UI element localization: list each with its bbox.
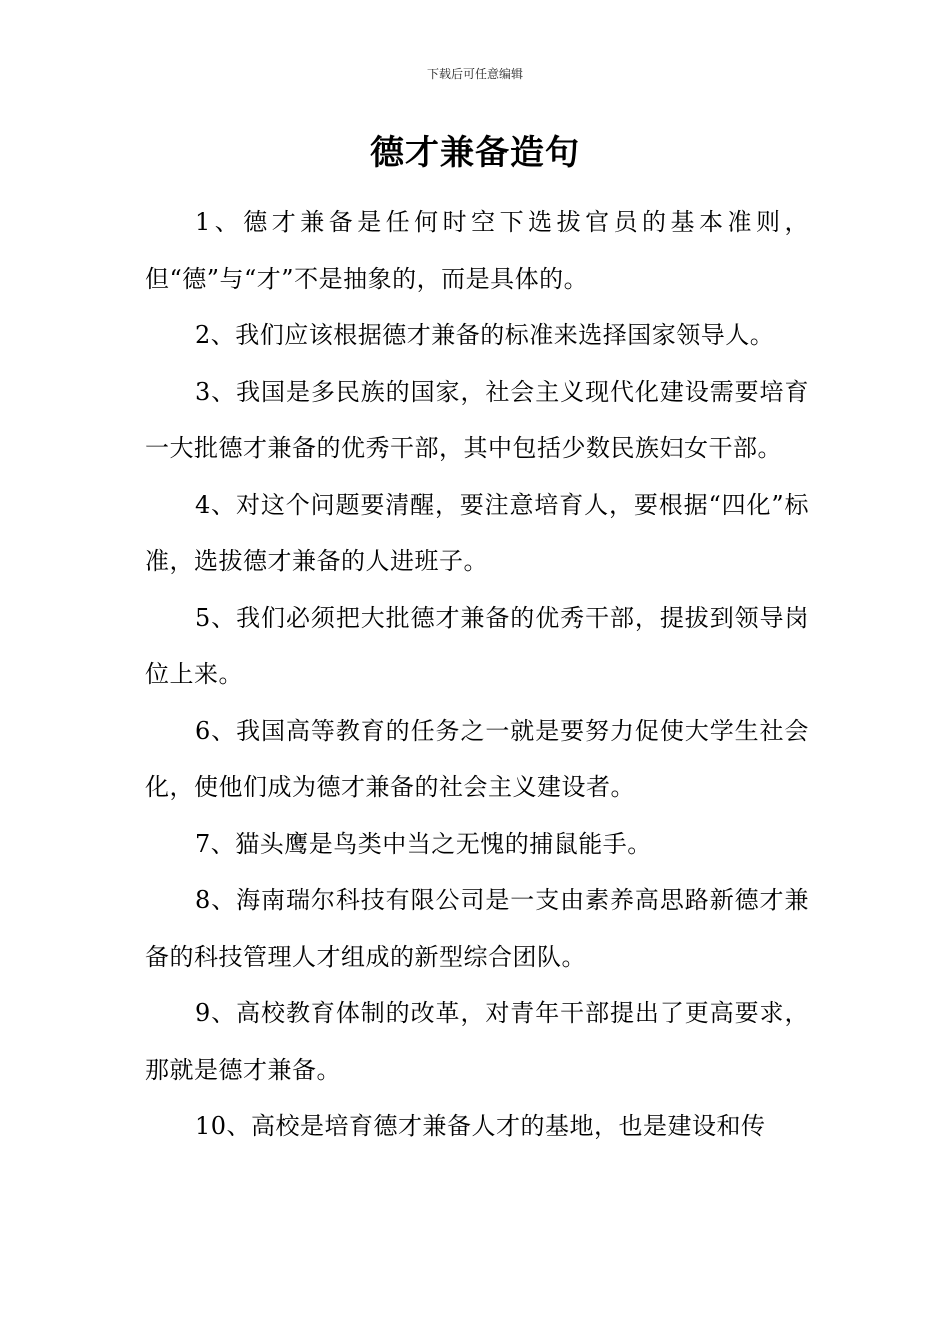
sentence-list: [145, 194, 809, 1155]
document-title: 德才兼备造句: [370, 133, 580, 173]
sentence-4: 4、对这个问题要清醒，要注意培育人，要根据“四化”标准，选拔德才兼备的人进班子。: [145, 490, 809, 575]
sentence-3: 3、我国是多民族的国家，社会主义现代化建设需要培育一大批德才兼备的优秀干部，其中包括少数民族妇女干部。: [145, 377, 809, 462]
sentence-5: 5、我们必须把大批德才兼备的优秀干部，提拔到领导岗位上来。: [145, 603, 809, 688]
sentence-9: 9、高校教育体制的改革，对青年干部提出了更高要求，那就是德才兼备。: [145, 999, 809, 1084]
sentence-7: 7、猫头鹰是鸟类中当之无愧的捕鼠能手。: [195, 829, 652, 858]
sentence-8: 8、海南瑞尔科技有限公司是一支由素养高思路新德才兼备的科技管理人才组成的新型综合团队。: [145, 886, 809, 971]
sentence-10: 10、高校是培育德才兼备人才的基地，也是建设和传: [195, 1112, 766, 1140]
sentence-1: 1、德才兼备是任何时空下选拔官员的基本准则，但“德”与“才”不是抽象的，而是具体的。: [145, 208, 809, 293]
sentence-2: 2、我们应该根据德才兼备的标准来选择国家领导人。: [195, 321, 775, 349]
sentence-6: 6、我国高等教育的任务之一就是要努力促使大学生社会化，使他们成为德才兼备的社会主义建设者。: [145, 716, 809, 801]
header-note: 下载后可任意编辑: [426, 67, 523, 81]
